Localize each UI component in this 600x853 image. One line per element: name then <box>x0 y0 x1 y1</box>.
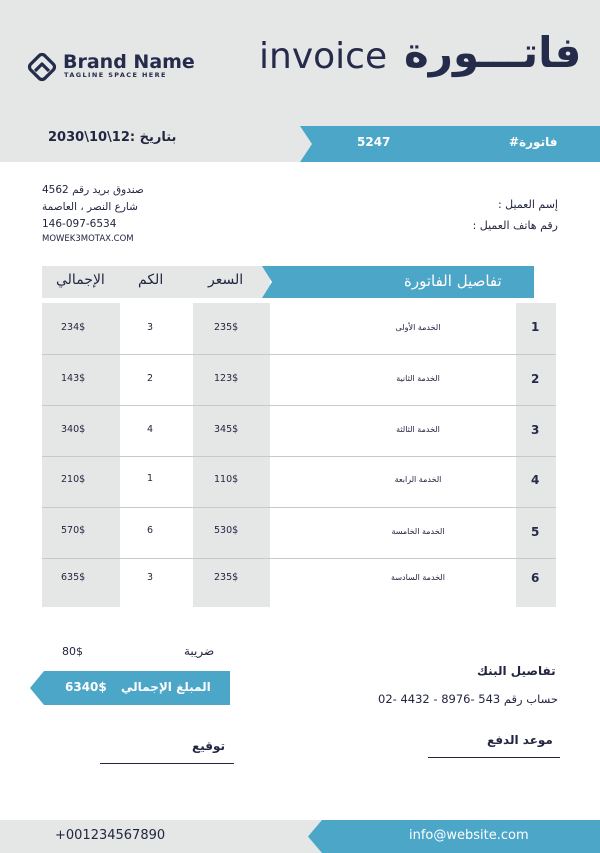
title-arabic: فاتـــورة <box>404 28 582 77</box>
grand-total-value: 6340$ <box>65 680 107 694</box>
row-service: الخدمة الأولى <box>395 323 441 332</box>
row-total: 635$ <box>61 572 86 583</box>
header-total: الإجمالي <box>56 272 105 288</box>
invoice-number-label: فاتورة# <box>509 135 558 149</box>
row-divider <box>42 405 556 406</box>
row-divider <box>42 507 556 508</box>
row-qty: 1 <box>147 473 154 484</box>
diamond-logo-icon <box>24 49 60 85</box>
row-price: 235$ <box>214 322 239 333</box>
bank-account: حساب رقم 543 -8976 - 4432 -02 <box>378 692 558 706</box>
sender-street: شارع النصر ، العاصمة <box>42 201 138 213</box>
row-price: 345$ <box>214 424 239 435</box>
row-total: 143$ <box>61 373 86 384</box>
row-price: 123$ <box>214 373 239 384</box>
row-qty: 3 <box>147 572 154 583</box>
row-service: الخدمة الرابعة <box>394 475 442 484</box>
invoice-details-title: تفاصيل الفاتورة <box>404 272 502 290</box>
row-total: 570$ <box>61 525 86 536</box>
row-service: الخدمة الخامسة <box>391 527 445 536</box>
row-number: 4 <box>531 473 540 487</box>
row-qty: 2 <box>147 373 154 384</box>
row-service: الخدمة الثانية <box>396 374 440 383</box>
signature-label: توقيع <box>192 739 225 753</box>
number-column-bg <box>516 303 556 607</box>
row-number: 1 <box>531 320 540 334</box>
header-price: السعر <box>208 272 244 288</box>
row-number: 6 <box>531 571 540 585</box>
bank-details-title: تفاصيل البنك <box>477 664 556 678</box>
sender-phone: 146-097-6534 <box>42 218 117 230</box>
row-total: 234$ <box>61 322 86 333</box>
tax-value: 80$ <box>62 645 83 658</box>
header-qty: الكم <box>138 272 164 288</box>
row-number: 5 <box>531 525 540 539</box>
footer-email: info@website.com <box>409 828 529 843</box>
client-name-label: إسم العميل : <box>497 198 558 211</box>
brand-name: Brand Name <box>63 51 195 73</box>
row-price: 110$ <box>214 474 239 485</box>
due-date-line <box>428 757 560 758</box>
sender-po-box: صندوق بريد رقم 4562 <box>42 184 144 196</box>
row-total: 210$ <box>61 474 86 485</box>
invoice-date: بتاريخ :12\10\2030 <box>48 130 177 145</box>
brand-tagline: TAGLINE SPACE HERE <box>64 71 167 79</box>
row-number: 3 <box>531 423 540 437</box>
grand-total-label: المبلغ الإجمالي <box>121 680 211 694</box>
sender-email: MOWEK3MOTAX.COM <box>42 234 134 244</box>
price-column-bg <box>193 303 270 607</box>
row-qty: 4 <box>147 424 154 435</box>
row-divider <box>42 558 556 559</box>
row-service: الخدمة السادسة <box>391 573 445 582</box>
row-number: 2 <box>531 372 540 386</box>
row-price: 235$ <box>214 572 239 583</box>
total-column-bg <box>42 303 120 607</box>
client-phone-label: رقم هاتف العميل : <box>472 219 558 232</box>
row-qty: 3 <box>147 322 154 333</box>
row-qty: 6 <box>147 525 154 536</box>
row-price: 530$ <box>214 525 239 536</box>
signature-line <box>100 763 234 764</box>
invoice-number: 5247 <box>357 135 391 149</box>
row-total: 340$ <box>61 424 86 435</box>
tax-label: ضريبة <box>184 644 215 658</box>
row-service: الخدمة الثالثة <box>396 425 440 434</box>
footer-phone: +001234567890 <box>55 828 166 843</box>
row-divider <box>42 354 556 355</box>
due-date-label: موعد الدفع <box>487 733 553 747</box>
title-english: invoice <box>259 36 388 77</box>
row-divider <box>42 456 556 457</box>
